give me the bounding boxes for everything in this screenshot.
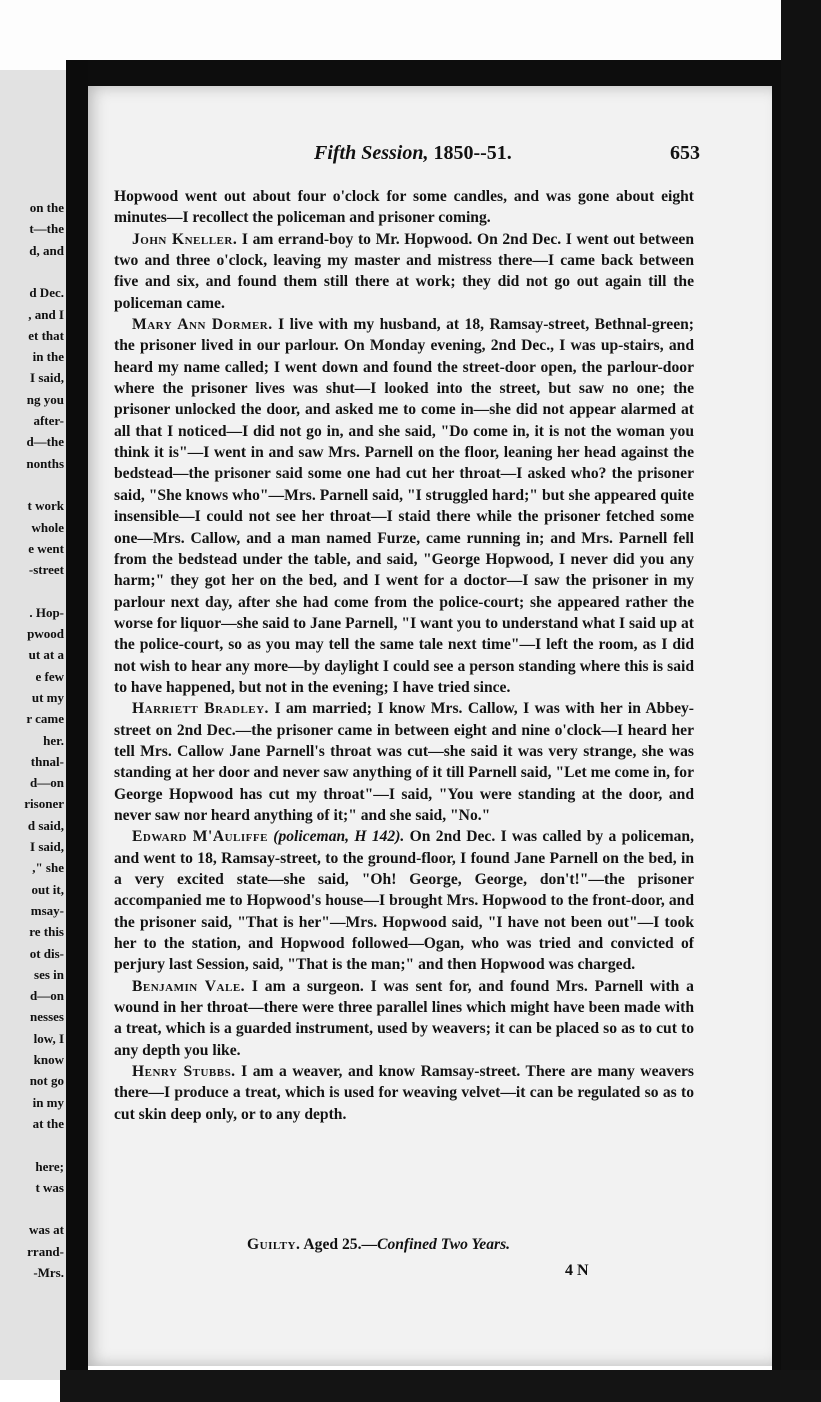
speaker-name: Edward M'Auliffe [132, 828, 268, 846]
signature-mark: 4 N [565, 1262, 589, 1279]
facing-page-line: d said, [27, 817, 64, 833]
facing-page-line: r came [26, 711, 64, 727]
verdict-age: Aged 25.— [303, 1236, 378, 1253]
speaker-name: Mary Ann Dormer. [132, 316, 273, 334]
facing-page-line: t was [35, 1179, 64, 1195]
paragraph: Hopwood went out about four o'clock for some candles, and was gone about eight minutes—I recollect the policeman and prisoner coming. [114, 188, 694, 227]
facing-page-line: was at [28, 1222, 64, 1238]
facing-page-line: rrand- [27, 1243, 64, 1259]
paragraph: Edward M'Auliffe (policeman, H 142). On 2nd Dec. I was called by a policeman, and went to 18, Ramsay-street, to the ground-floor, I found Jane Parnell on the bed, in a very excited state—she said, "Oh! George, George, don't!"—the prisoner accompanied me to Hopwood's house—I brought Mrs. Hopwood to the front-door, and the prisoner said, "That is her"—Mrs. Hopwood said, "I have not been out"—I took her to the station, and Hopwood followed—Ogan, who was tried and convicted of perjury last Session, said, "That is the man;" and then Hopwood was charged. [114, 828, 694, 974]
page-number: 653 [670, 142, 700, 164]
facing-page-line: pwood [27, 626, 64, 641]
facing-page-line: d—the [26, 434, 64, 450]
facing-page-line: msay- [30, 902, 64, 918]
facing-page-line: -Mrs. [33, 1265, 64, 1280]
facing-page-line: on the [29, 200, 64, 215]
verdict-sentence: Confined Two Years. [377, 1236, 511, 1253]
verdict-line [247, 1236, 510, 1254]
facing-page-line: e went [28, 540, 64, 556]
verdict-label: Guilty. [247, 1236, 301, 1253]
facing-page-line: ses in [34, 966, 64, 982]
book-frame-bottom [60, 1370, 821, 1402]
facing-page-line: d—on [30, 775, 64, 791]
book-spine [66, 60, 88, 1390]
scan-edge-right [781, 0, 821, 1402]
facing-page-line: nonths [26, 455, 64, 471]
facing-page-line: her. [43, 732, 64, 748]
paragraph: Mary Ann Dormer. I live with my husband, at 18, Ramsay-street, Bethnal-green; the prisoner lived in our parlour. On Monday evening, 2nd Dec., I was up-stairs, and heard my name called; I went down and found the street-door open, the parlour-door where the prisoner lives was shut—I looked into the street, but saw no one; the prisoner unlocked the door, and asked me to come in—she did not appear alarmed at all that I noticed—I did not go in, and she said, "Do come in, it is not the woman you think it is"—I went in and saw Mrs. Parnell on the floor, leaning her head against the bedstead—the prisoner said some one had cut her throat—I asked who? the prisoner said, "She knows who"—Mrs. Parnell said, "I struggled hard;" but she appeared quite insensible—I could not see her throat—I staid there while the prisoner fetched some one—Mrs. Callow, and a man named Furze, came running in; and Mrs. Parnell fell from the bedstead under the table, and said, "George Hopwood, I never did you any harm;" they got her on the bed, and I went for a doctor—I saw the prisoner in my parlour next day, after she had come from the police-court; she appeared rather the worse for liquor—she said to Jane Parnell, "I want you to understand what I said up at the police-court, so as you may tell the same tale next time"—I left the room, as I did not wish to hear any more—by daylight I could see a person standing where this is said to have happened, but not in the evening; I have tried since. [114, 316, 694, 696]
facing-page-line: ng you [26, 391, 64, 407]
facing-page-line: , and I [28, 306, 64, 322]
running-head [100, 142, 700, 170]
facing-page-line: in the [32, 349, 64, 365]
facing-page-line: low, I [33, 1030, 64, 1046]
facing-page-line: ," she [32, 860, 64, 876]
facing-page-line: nesses [30, 1009, 64, 1025]
facing-page-line: after- [33, 413, 64, 428]
facing-page-line: I said, [30, 839, 64, 854]
facing-page-line: out it, [31, 881, 64, 897]
facing-page-line: e few [35, 668, 64, 684]
facing-page-line: et that [28, 327, 64, 343]
paragraph: Harriett Bradley. I am married; I know Mrs. Callow, I was with her in Abbey-street on 2nd Dec.—the prisoner came in between eight and nine o'clock—I heard her tell Mrs. Callow Jane Parnell's throat was cut—she said it was very strange, she was standing at her door and never saw anything of it till Parnell said, "Let me come in, for George Hopwood has cut my throat"—I said, "You were standing at the door, and never saw nor heard anything of it;" and she said, "No." [114, 700, 694, 824]
speaker-note: (policeman, H 142). [273, 828, 405, 846]
facing-page-line: thnal- [30, 753, 64, 769]
facing-page-line: ot dis- [29, 945, 64, 961]
facing-page-line: not go [29, 1073, 64, 1089]
facing-page-fragment [0, 70, 70, 1380]
facing-page-line: ut my [31, 689, 64, 705]
paragraph: Henry Stubbs. I am a weaver, and know Ramsay-street. There are many weavers there—I produce a treat, which is used for weaving velvet—it can be regulated so as to cut skin deep only, or to any depth. [114, 1063, 694, 1123]
running-title: Fifth Session, 1850--51. [314, 142, 512, 164]
speaker-name: John Kneller. [132, 230, 238, 248]
testimony-text [114, 186, 694, 1125]
facing-page-line: here; [35, 1158, 64, 1174]
facing-page-line: d, and [29, 242, 64, 258]
facing-page-line: ut at a [28, 647, 64, 663]
facing-page-line: at the [32, 1115, 64, 1131]
facing-page-line: t work [27, 498, 64, 514]
speaker-name: Benjamin Vale. [132, 977, 246, 995]
facing-page-line: -street [28, 562, 64, 578]
speaker-name: Harriett Bradley. [132, 700, 269, 718]
facing-page-line: re this [29, 924, 64, 940]
facing-page-line: in my [32, 1094, 64, 1110]
facing-page-line: d Dec. [29, 285, 64, 301]
book-frame-top [66, 60, 794, 86]
facing-page-line: I said, [30, 370, 64, 386]
facing-page-line: know [33, 1052, 64, 1067]
facing-page-line: risoner [24, 796, 64, 812]
facing-page-line: . Hop- [29, 604, 64, 620]
facing-page-line: whole [31, 519, 64, 535]
facing-page-line: d—on [30, 988, 64, 1004]
paragraph: Benjamin Vale. I am a surgeon. I was sent for, and found Mrs. Parnell with a wound in her throat—there were three parallel lines which might have been made with a treat, which is a guarded instrument, used by weavers; it can be placed so as to cut to any depth you like. [114, 977, 694, 1059]
speaker-name: Henry Stubbs. [132, 1063, 236, 1081]
facing-page-line: t—the [29, 221, 64, 237]
paragraph: John Kneller. I am errand-boy to Mr. Hopwood. On 2nd Dec. I went out between two and three o'clock, leaving my master and mistress there—I came back between five and six, and found them still there at work; they did not go out again till the policeman came. [114, 230, 694, 312]
